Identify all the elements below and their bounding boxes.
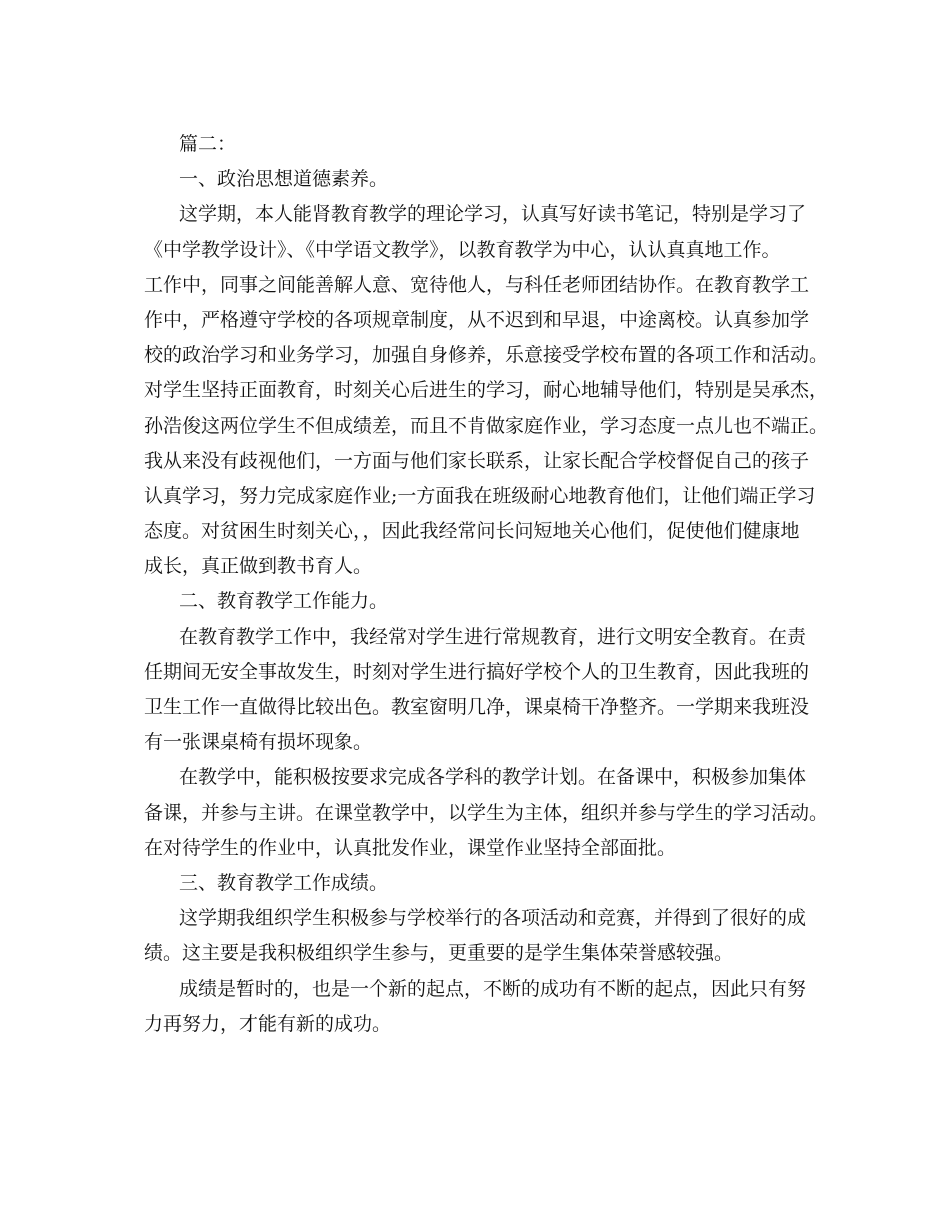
text-line: 孙浩俊这两位学生不但成绩差，而且不肯做家庭作业，学习态度一点儿也不端正。	[144, 414, 829, 437]
text-line: 二、教育教学工作能力。	[179, 590, 389, 613]
text-line: 态度。对贫困生时刻关心，，因此我经常问长问短地关心他们，促使他们健康地	[144, 520, 800, 543]
text-line: 卫生工作一直做得比较出色。教室窗明几净，课桌椅干净整齐。一学期来我班没	[144, 696, 810, 718]
text-line: 篇二：	[179, 133, 237, 155]
text-line: 校的政治学习和业务学习，加强自身修养，乐意接受学校布置的各项工作和活动。	[144, 344, 829, 367]
text-line: 有一张课桌椅有损坏现象。	[144, 731, 373, 754]
text-line: 一、政治思想道德素养。	[179, 168, 389, 191]
text-line: 我从来没有歧视他们，一方面与他们家长联系，让家长配合学校督促自己的孩子	[144, 449, 810, 472]
text-line: 工作中，同事之间能善解人意、宽待他人，与科任老师团结协作。在教育教学工	[144, 273, 810, 296]
text-line: 这学期，本人能肾教育教学的理论学习，认真写好读书笔记，特别是学习了	[179, 203, 807, 226]
text-line: 备课，并参与主讲。在课堂教学中，以学生为主体，组织并参与学生的学习活动。	[144, 801, 829, 824]
text-line: 认真学习，努力完成家庭作业;一方面我在班级耐心地教育他们，让他们端正学习	[144, 484, 816, 507]
text-line: 成绩是暂时的，也是一个新的起点，不断的成功有不断的起点，因此只有努	[179, 977, 807, 1000]
document-body	[144, 127, 829, 1042]
text-line: 三、教育教学工作成绩。	[179, 871, 389, 894]
text-line: 在对待学生的作业中，认真批发作业，课堂作业坚持全部面批。	[144, 836, 677, 859]
text-line: 《中学教学设计》、《中学语文教学》，以教育教学为中心，认认真真地工作。	[144, 238, 781, 261]
text-line: 成长，真正做到教书育人。	[144, 555, 373, 578]
text-line: 绩。这主要是我积极组织学生参与，更重要的是学生集体荣誉感较强。	[144, 942, 734, 965]
text-line: 力再努力，才能有新的成功。	[144, 1012, 392, 1035]
text-line: 这学期我组织学生积极参与学校举行的各项活动和竞赛，并得到了很好的成	[179, 907, 807, 930]
text-line: 作中，严格遵守学校的各项规章制度，从不迟到和早退，中途离校。认真参加学	[144, 308, 810, 331]
text-line: 任期间无安全事故发生，时刻对学生进行搞好学校个人的卫生教育，因此我班的	[144, 660, 810, 683]
text-line: 在教育教学工作中，我经常对学生进行常规教育，进行文明安全教育。在责	[179, 625, 807, 648]
text-line: 对学生坚持正面教育，时刻关心后进生的学习，耐心地辅导他们，特别是吴承杰，	[144, 379, 829, 402]
text-line: 在教学中，能积极按要求完成各学科的教学计划。在备课中，积极参加集体	[179, 766, 807, 789]
